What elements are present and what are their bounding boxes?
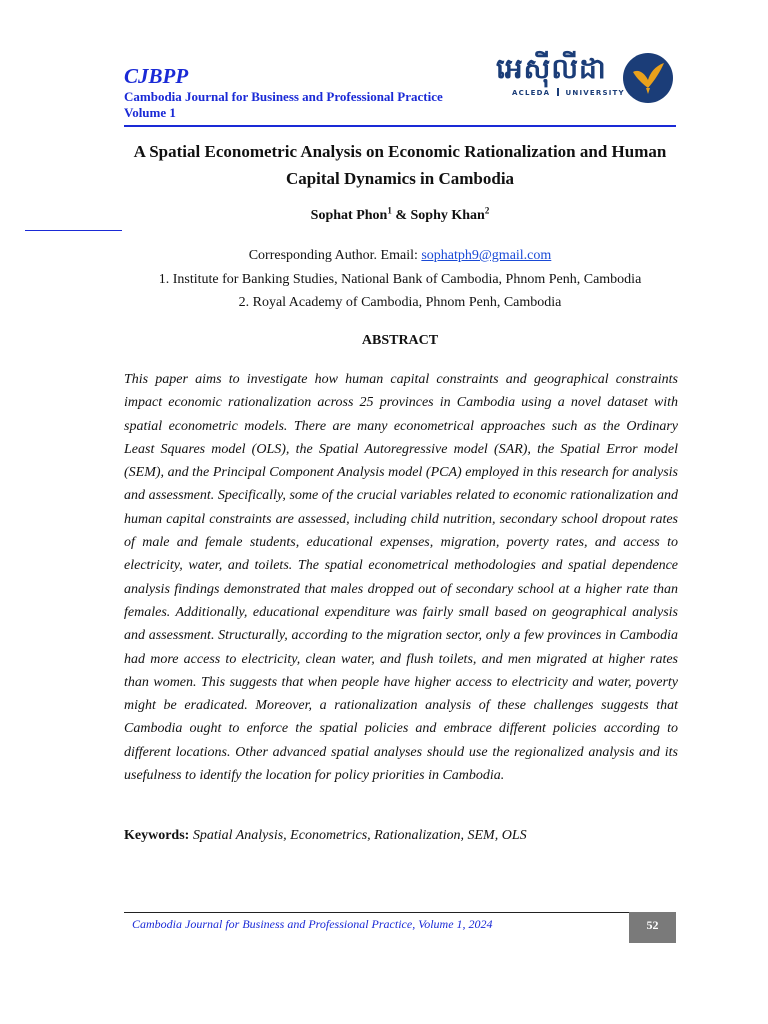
corresponding-author-label: Corresponding Author. Email: <box>248 248 422 263</box>
journal-abbreviation: CJBPP <box>124 64 189 88</box>
keywords-label: Keywords: <box>124 828 190 843</box>
author-separator: & <box>391 208 411 223</box>
keywords <box>124 826 676 846</box>
journal-name: Cambodia Journal for Business and Professional Practice <box>124 89 443 104</box>
acleda-university-logo <box>492 50 676 108</box>
abstract-heading: ABSTRACT <box>361 333 439 348</box>
author-1-affiliation-mark: 1 <box>387 205 392 216</box>
footer-journal-citation: Cambodia Journal for Business and Professional Practice, Volume 1, 2024 <box>132 917 493 931</box>
paper-authors <box>124 206 676 226</box>
abstract-text: This paper aims to investigate how human capital constraints and geographical constraints impact economic rationalization across 25 provinces in Cambodia using a novel dataset with spatial econometric models. There are many econometrical approaches such as the Ordinary Least Squares model (OLS), the Spatial Autoregressive model (SAR), the Spatial Error model (SEM), and the Principal Component Analysis model (PCA) employed in this research for analysis and assessment. Specifically, some of the crucial variables related to economic rationalization and human capital constraints are assessed, including child nutrition, secondary school dropout rates of male and female students, educational expenses, migration, poverty rates, and access to electricity, water, and toilets. The spatial econometrical methodologies and spatial dependence analysis findings demonstrated that males dropped out of secondary school at a higher rate than females. Additionally, educational expenditure was fairly small based on geographical analysis and assessment. Structurally, according to the migration sector, only a few provinces in Cambodia had more access to electricity, clean water, and flush toilets, and men migrated at higher rates than women. This suggests that when people have higher access to electricity and water, poverty might be eradicated. Moreover, a rationalization analysis of these challenges suggests that Cambodia ought to enforce the spatial policies and embrace different policies according to different locations. Other advanced spatial analyses should use the regionalized analysis and its usefulness to identify the location for policy priorities in Cambodia. <box>124 372 678 784</box>
author-1-name: Sophat Phon <box>310 208 388 223</box>
paper-title-line-2: Capital Dynamics in Cambodia <box>285 169 515 188</box>
journal-volume: Volume 1 <box>124 105 176 120</box>
dove-emblem-icon <box>622 52 674 104</box>
footer-divider <box>124 912 629 913</box>
logo-english-right: UNIVERSITY <box>565 89 625 97</box>
logo-separator-bar <box>557 88 559 96</box>
paper-title <box>124 138 676 192</box>
author-2-name: Sophy Khan <box>410 208 485 223</box>
corresponding-email-link[interactable]: sophatph9@gmail.com <box>421 248 552 263</box>
logo-khmer-text: អេស៊ីលីដា <box>496 52 607 85</box>
corresponding-author <box>124 246 676 266</box>
affiliation-2: 2. Royal Academy of Cambodia, Phnom Penh, Cambodia <box>238 295 562 310</box>
logo-english-left: ACLEDA <box>512 89 551 97</box>
author-2-affiliation-mark: 2 <box>484 205 490 216</box>
margin-rule <box>25 230 122 231</box>
keywords-list: Spatial Analysis, Econometrics, Rationalization, SEM, OLS <box>192 828 527 843</box>
logo-english-text <box>512 88 625 97</box>
affiliation-1: 1. Institute for Banking Studies, National Bank of Cambodia, Phnom Penh, Cambodia <box>158 272 642 287</box>
header-divider <box>124 125 676 127</box>
paper-title-line-1: A Spatial Econometric Analysis on Economic Rationalization and Human <box>133 142 667 161</box>
page-number: 52 <box>629 912 676 943</box>
